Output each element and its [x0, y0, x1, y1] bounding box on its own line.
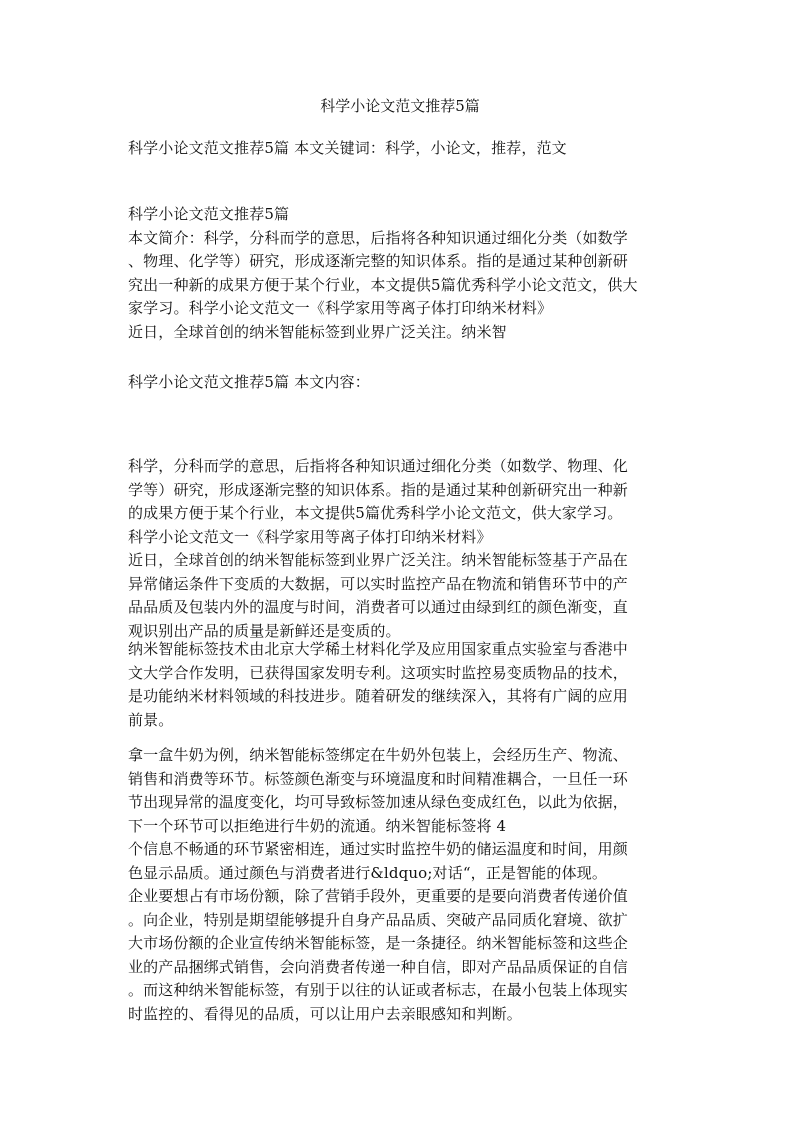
paragraph-line: 节出现异常的温度变化，均可导致标签加速从绿色变成红色，以此为依据， — [128, 793, 628, 811]
paragraph-line: 观识别出产品的质量是新鲜还是变质的。 — [128, 621, 401, 640]
paragraph-line: 学等）研究，形成逐渐完整的知识体系。指的是通过某种创新研究出一种新 — [128, 480, 628, 499]
paragraph-line: 业的产品捆绑式销售，会向消费者传递一种自信，即对产品品质保证的自信 — [128, 957, 628, 976]
keywords-line: 科学小论文范文推荐5篇 本文关键词：科学，小论文，推荐，范文 — [128, 139, 567, 157]
paragraph-line: 品品质及包装内外的温度与时间，消费者可以通过由绿到红的颜色渐变，直 — [128, 598, 628, 616]
summary-section — [128, 203, 676, 344]
document-title: 科学小论文范文推荐5篇 — [320, 97, 480, 115]
paragraph — [128, 885, 676, 1026]
summary-line: 本文简介：科学，分科而学的意思，后指将各种知识通过细化分类（如数学 — [128, 228, 628, 247]
paragraph-line: 大市场份额的企业宣传纳米智能标签，是一条捷径。纳米智能标签和这些企 — [128, 934, 628, 952]
paragraph-line: 文大学合作发明，已获得国家发明专利。这项实时监控易变质物品的技术， — [128, 663, 628, 682]
paragraph-line: 色显示品质。通过颜色与消费者进行&ldquo;对话“，正是智能的体现。 — [128, 863, 608, 882]
paragraph-line: 时监控的、看得见的品质，可以让用户去亲眼感知和判断。 — [128, 1004, 522, 1023]
paragraph-line: 个信息不畅通的环节紧密相连，通过实时监控牛奶的储运温度和时间，用颜 — [128, 840, 628, 858]
paragraph-line: 异常储运条件下变质的大数据，可以实时监控产品在物流和销售环节中的产 — [128, 574, 628, 593]
paragraph-line: 的成果方便于某个行业，本文提供5篇优秀科学小论文范文，供大家学习。 — [128, 504, 623, 522]
summary-line: 、物理、化学等）研究，形成逐渐完整的知识体系。指的是通过某种创新研 — [128, 252, 628, 270]
paragraph-line: 销售和消费等环节。标签颜色渐变与环境温度和时间精准耦合，一旦任一环 — [128, 769, 628, 788]
paragraph-line: 前景。 — [128, 710, 174, 729]
paragraph-line: 纳米智能标签技术由北京大学稀土材料化学及应用国家重点实验室与香港中 — [128, 640, 628, 658]
paragraph-line: 下一个环节可以拒绝进行牛奶的流通。纳米智能标签将 4 — [128, 816, 507, 835]
paragraph-line: 。向企业，特别是期望能够提升自身产品品质、突破产品同质化窘境、欲扩 — [128, 910, 628, 929]
paragraph-line: 近日，全球首创的纳米智能标签到业界广泛关注。纳米智能标签基于产品在 — [128, 551, 628, 569]
paragraph-line: 科学小论文范文一《科学家用等离子体打印纳米材料》 — [128, 527, 492, 546]
paragraph-line: 。而这种纳米智能标签，有别于以往的认证或者标志，在最小包装上体现实 — [128, 981, 628, 999]
paragraph — [128, 455, 676, 643]
summary-line: 近日，全球首创的纳米智能标签到业界广泛关注。纳米智 — [128, 322, 507, 341]
summary-line: 究出一种新的成果方便于某个行业，本文提供5篇优秀科学小论文范文，供大 — [128, 275, 638, 294]
paragraph-line: 科学，分科而学的意思，后指将各种知识通过细化分类（如数学、物理、化 — [128, 457, 628, 475]
paragraph — [128, 638, 676, 732]
paragraph — [128, 744, 676, 885]
paragraph-line: 企业要想占有市场份额，除了营销手段外，更重要的是要向消费者传递价值 — [128, 887, 628, 905]
paragraph-line: 拿一盒牛奶为例，纳米智能标签绑定在牛奶外包装上，会经历生产、物流、 — [128, 746, 628, 764]
summary-heading: 科学小论文范文推荐5篇 — [128, 205, 290, 223]
paragraph-line: 是功能纳米材料领域的科技进步。随着研发的继续深入，其将有广阔的应用 — [128, 687, 628, 705]
content-heading: 科学小论文范文推荐5篇 本文内容： — [128, 373, 370, 391]
summary-line: 家学习。科学小论文范文一《科学家用等离子体打印纳米材料》 — [128, 299, 553, 317]
